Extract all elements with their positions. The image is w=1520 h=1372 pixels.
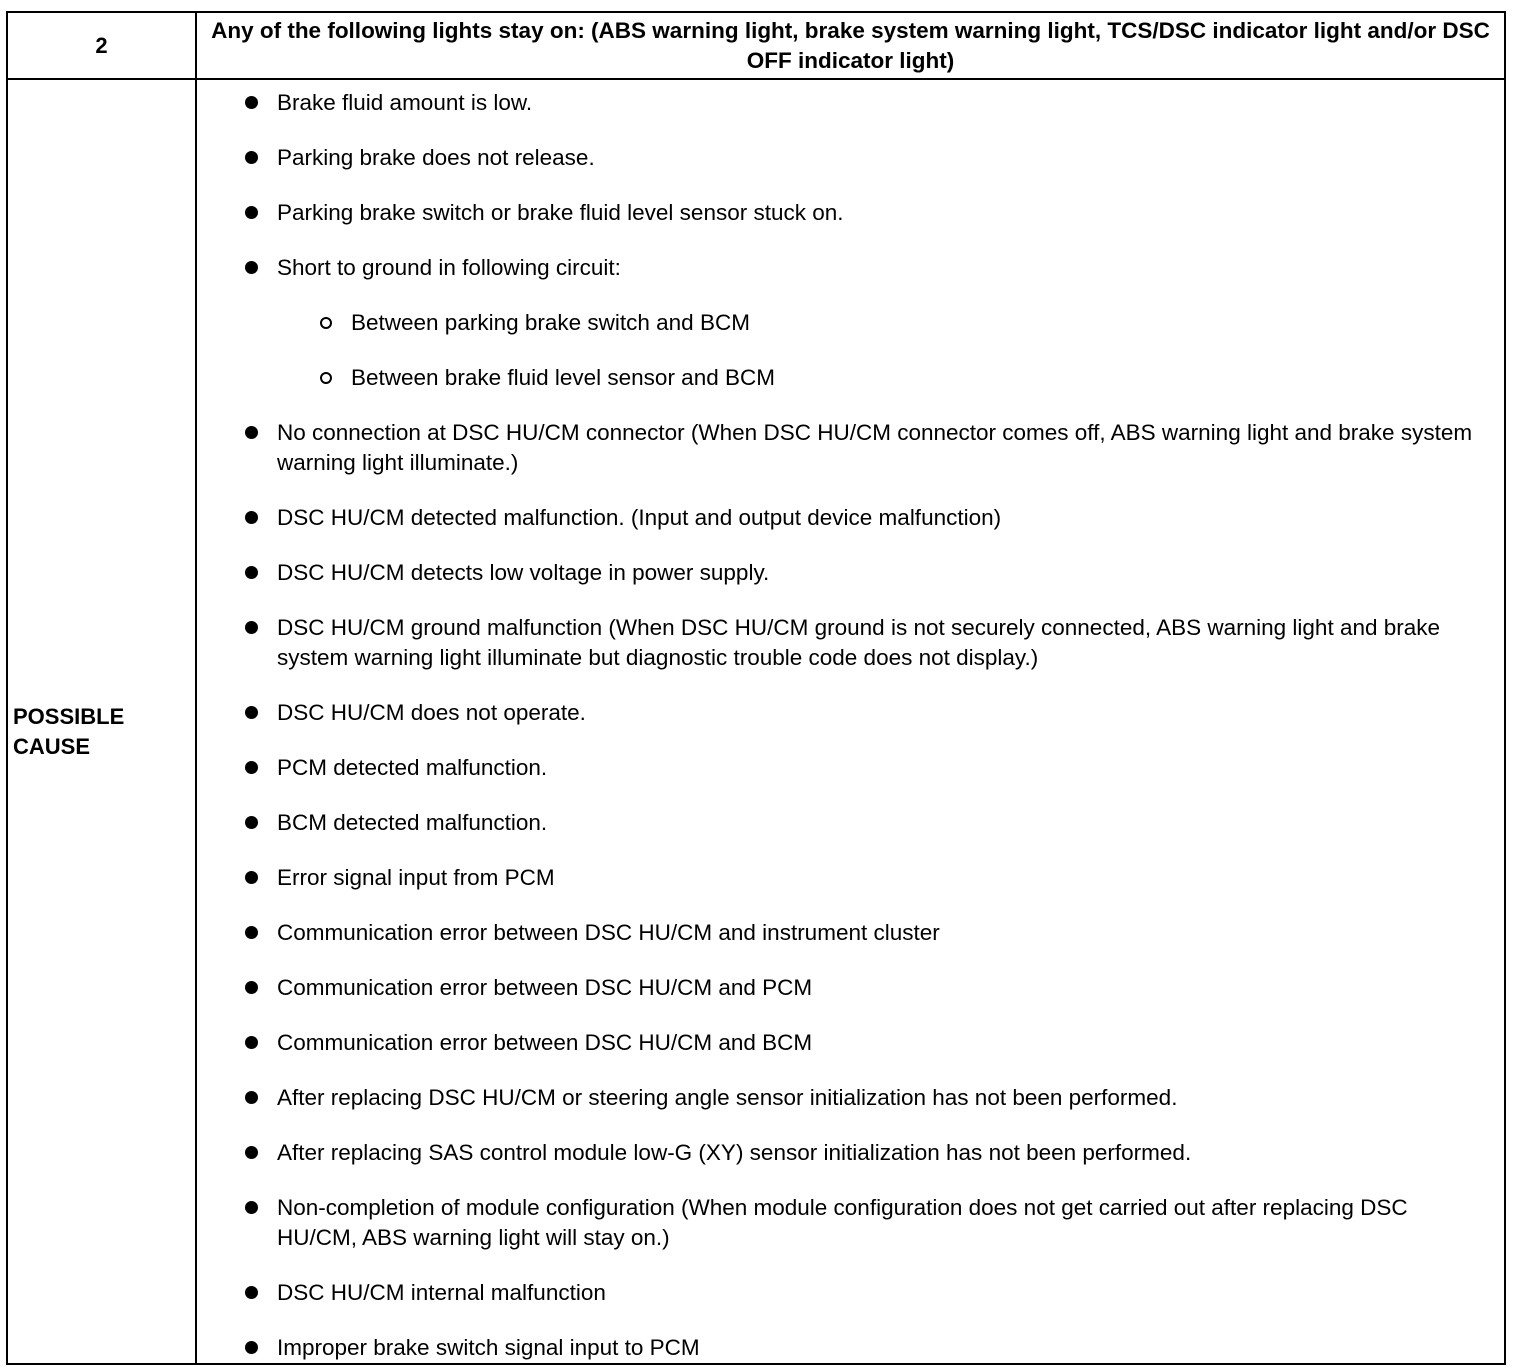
bullet-icon xyxy=(245,816,258,829)
cause-text: Improper brake switch signal input to PCM xyxy=(277,1335,700,1360)
bullet-icon xyxy=(245,261,258,274)
cause-text: BCM detected malfunction. xyxy=(277,810,548,835)
cause-text: After replacing DSC HU/CM or steering angle sensor initialization has not been performed. xyxy=(277,1085,1178,1110)
cause-text: Communication error between DSC HU/CM and BCM xyxy=(277,1030,813,1055)
cause-text: Parking brake switch or brake fluid level sensor stuck on. xyxy=(277,200,844,225)
cause-text: Parking brake does not release. xyxy=(277,145,595,170)
hollow-bullet-icon xyxy=(320,317,332,329)
bullet-icon xyxy=(245,1091,258,1104)
cause-text: No connection at DSC HU/CM connector (When DSC HU/CM connector comes off, ABS warning light and brake system warning light illuminate.) xyxy=(277,420,1473,475)
cause-text: DSC HU/CM does not operate. xyxy=(277,700,586,725)
cause-text: DSC HU/CM internal malfunction xyxy=(277,1280,606,1305)
bullet-icon xyxy=(245,1341,258,1354)
bullet-icon xyxy=(245,981,258,994)
bullet-icon xyxy=(245,1286,258,1299)
cause-list xyxy=(197,80,1504,1363)
bullet-icon xyxy=(245,621,258,634)
cause-text: PCM detected malfunction. xyxy=(277,755,548,780)
table-header-row xyxy=(8,13,1504,80)
step-number: 2 xyxy=(95,32,108,58)
step-title: Any of the following lights stay on: (ABS warning light, brake system warning light, TCS/DSC indicator light and/or DSC OFF indicator light) xyxy=(211,17,1490,73)
diagnostic-table xyxy=(6,11,1506,1365)
cause-text: Communication error between DSC HU/CM and PCM xyxy=(277,975,813,1000)
cause-text: After replacing SAS control module low-G (XY) sensor initialization has not been performed. xyxy=(277,1140,1192,1165)
bullet-icon xyxy=(245,706,258,719)
hollow-bullet-icon xyxy=(320,372,332,384)
bullet-icon xyxy=(245,206,258,219)
bullet-icon xyxy=(245,566,258,579)
cause-text: Communication error between DSC HU/CM and instrument cluster xyxy=(277,920,940,945)
cause-text: DSC HU/CM detected malfunction. (Input and output device malfunction) xyxy=(277,505,1002,530)
bullet-icon xyxy=(245,426,258,439)
cause-text: Brake fluid amount is low. xyxy=(277,90,533,115)
bullet-icon xyxy=(245,871,258,884)
cause-text: Between brake fluid level sensor and BCM xyxy=(351,365,775,390)
cause-text: Short to ground in following circuit: xyxy=(277,255,621,280)
bullet-icon xyxy=(245,151,258,164)
bullet-icon xyxy=(245,96,258,109)
cause-text: DSC HU/CM ground malfunction (When DSC HU/CM ground is not securely connected, ABS warning light and brake system warning light illuminate but diagnostic trouble code does not display.) xyxy=(277,615,1441,670)
cause-text: Non-completion of module configuration (When module configuration does not get carried out after replacing DSC HU/CM, ABS warning light will stay on.) xyxy=(277,1195,1408,1250)
bullet-icon xyxy=(245,1146,258,1159)
possible-cause-label-cell xyxy=(8,80,195,1363)
bullet-icon xyxy=(245,761,258,774)
bullet-icon xyxy=(245,926,258,939)
bullet-icon xyxy=(245,511,258,524)
cause-text: Between parking brake switch and BCM xyxy=(351,310,750,335)
cause-text: DSC HU/CM detects low voltage in power supply. xyxy=(277,560,770,585)
cause-text: Error signal input from PCM xyxy=(277,865,555,890)
bullet-icon xyxy=(245,1201,258,1214)
bullet-icon xyxy=(245,1036,258,1049)
possible-cause-label: POSSIBLE CAUSE xyxy=(13,703,125,759)
